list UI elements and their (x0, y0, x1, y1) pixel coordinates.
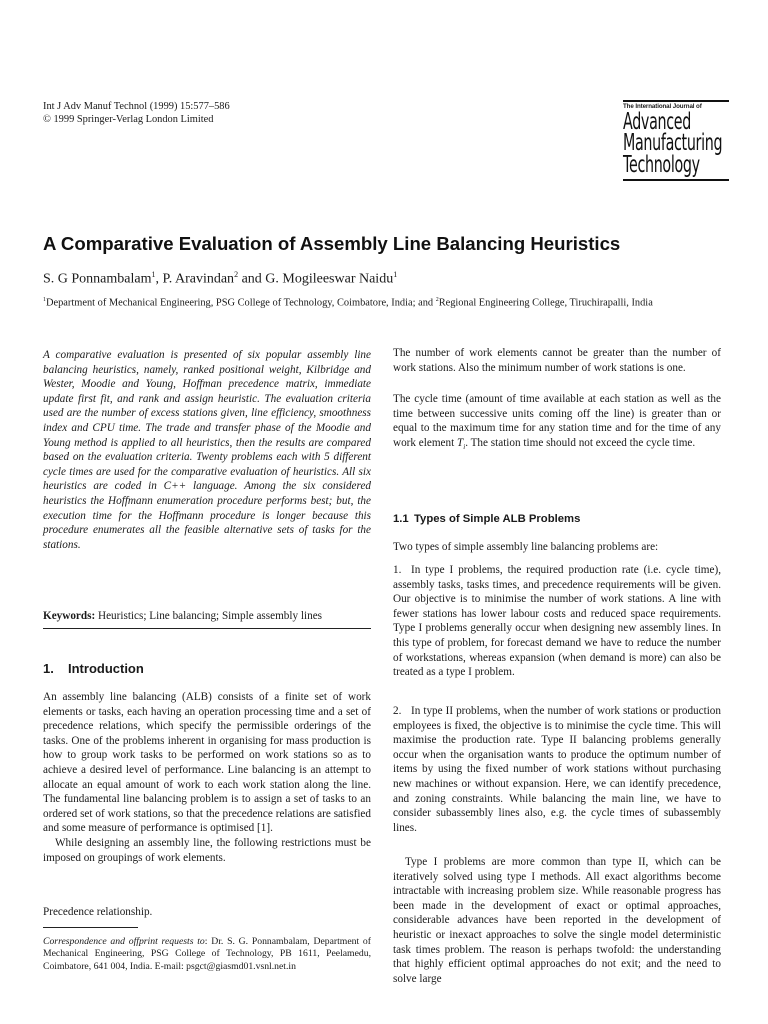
journal-logo (623, 100, 733, 181)
affiliations (43, 294, 733, 309)
section-number: 1. (43, 661, 54, 676)
correspondence-footnote (43, 936, 371, 973)
list-item-text: In type I problems, the required production rate (i.e. cycle time), assembly tasks, tasks times, and precedence requirements will be given. Our objective is to minimise the number of work stations. A line with fewer stations has lower labour costs and reduced space requirements. Type I problems generally occur when designing new assembly lines. In this type of problem, for forecast demand we have to reduce the number of workstations, whereas expansion (when demand is more) can also be treated as a type I problem. (393, 564, 721, 679)
variable-subscript: i (463, 443, 466, 452)
author-separator: and (238, 271, 266, 287)
logo-top-rule (623, 100, 729, 102)
list-number: 2. (393, 705, 402, 717)
paragraph: An assembly line balancing (ALB) consists of a finite set of work elements or tasks, each having an operation processing time and a set of precedence relations, which specify the permissible orderings of the tasks. One of the problems inherent in organising for mass production is how to group work tasks to be performed on work stations so as to achieve a desired level of performance. Line balancing is an attempt to allocate an equal amount of work to each work station along the line. The fundamental line balancing problem is to assign a set of tasks to an ordered set of work stations, so that the precedence relations are satisfied and some measure of performance is optimised [1]. (43, 691, 371, 835)
logo-bottom-rule (623, 179, 729, 181)
list-number: 1. (393, 564, 402, 576)
keywords-text: Heuristics; Line balancing; Simple assembly lines (95, 610, 323, 622)
subsection-number: 1.1 (393, 513, 409, 525)
author-affil-mark: 1 (393, 270, 398, 279)
affiliation-text: Department of Mechanical Engineering, PSG College of Technology, Coimbatore, India; and (46, 297, 436, 309)
section-title: Introduction (68, 661, 144, 676)
list-item-text: In type II problems, when the number of work stations or production employees is fixed, the objective is to minimise the cycle time. This will maximise the production rate. Type II balancing problems generally occur when the organisation wants to produce the optimum number of items by using the fixed number of work stations without purchasing new machines or without expansion. Here, we can identify precedence, and zoning constraints. While balancing the main line, we have to consider subassembly lines also, e.g. the cycle times of subassembly lines. (393, 705, 721, 834)
subsection-title: Types of Simple ALB Problems (414, 513, 581, 525)
paragraph: Type I problems are more common than type II, which can be iteratively solved using type I methods. All exact algorithms become intractable with increasing problem size. While reasonable progress has been made in the development of exact or optimal approaches, considerable advances have been reported in the development of heuristic or inexact approaches to solve the single model deterministic task times problem. The reason is perhaps twofold: the understanding that highly efficient optimal approaches do not exit; and the need to solve large (393, 856, 721, 985)
paragraph: While designing an assembly line, the following restrictions must be imposed on groupings of work elements. (43, 836, 371, 864)
paragraph: Precedence relationship. (43, 906, 153, 918)
affiliation-text: Regional Engineering College, Tiruchirapalli, India (438, 297, 653, 309)
footnote-divider (43, 927, 138, 928)
logo-line-manufacturing: Manufacturing (623, 130, 723, 156)
footnote-text: : Dr. S. G. Ponnambalam, Department of Mechanical Engineering, PSG College of Technology, PB 1611, Peelamedu, Coimbatore, 641 004, India. E-mail: psgct@giasmd01.vsnl.net.in (43, 936, 371, 972)
journal-reference (43, 101, 230, 126)
keywords-divider (43, 628, 371, 629)
list-item-type-1 (393, 563, 721, 680)
paragraph: Two types of simple assembly line balancing problems are: (393, 541, 659, 553)
paper-title: A Comparative Evaluation of Assembly Line Balancing Heuristics (43, 233, 621, 254)
list-item-type-2 (393, 704, 721, 835)
author-name: P. Aravindan (162, 271, 235, 287)
keywords-label: Keywords: (43, 610, 96, 622)
variable: T (457, 436, 464, 449)
paragraph-text: The cycle time (amount of time available at each station as well as the time between successive units coming off the line) is greater than or equal to the maximum time for any station time and for the time of any work element (393, 393, 721, 449)
author-separator: , (155, 271, 163, 287)
copyright-line: © 1999 Springer-Verlag London Limited (43, 113, 214, 125)
author-list (43, 270, 397, 288)
introduction-body (43, 690, 371, 865)
affil-mark: 2 (435, 297, 439, 303)
subsection-heading-types (393, 513, 580, 525)
abstract: A comparative evaluation is presented of six popular assembly line balancing heuristics, namely, ranked positional weight, Kilbridge and Wester, Moodie and Young, Hoffman precedence matrix, immediate update first fit, and rank and assign heuristic. The evaluation criteria used are the number of excess stations given, line efficiency, smoothness index and CPU time. The trade and transfer phase of the Moodie and Young method is applied to all heuristics, then the results are compared based on the evaluation criteria. Twenty problems each with 5 different cycle times are used for the comparative evaluation of heuristics. All six heuristics are coded in C++ language. Among the six considered heuristics the Hoffmann enumeration procedure performs best; but, the execution time for the Hoffmann procedure is longer because this procedure enumerates all the feasible alternative sets of tasks for the stations. (43, 349, 371, 551)
author-name: S. G Ponnambalam (43, 271, 152, 287)
footnote-label: Correspondence and offprint requests to (43, 936, 205, 947)
author-affil-mark: 1 (151, 270, 156, 279)
affil-mark: 1 (43, 297, 46, 303)
paragraph (393, 392, 721, 455)
keywords (43, 610, 371, 622)
logo-line-advanced: Advanced (623, 108, 691, 135)
author-name: G. Mogileeswar Naidu (265, 271, 394, 287)
section-heading-introduction (43, 661, 144, 676)
logo-line-technology: Technology (623, 151, 700, 178)
paragraph-text: . The station time should not exceed the cycle time. (465, 436, 696, 449)
paragraph: The number of work elements cannot be greater than the number of work stations. Also the minimum number of work stations is one. (393, 347, 721, 374)
journal-citation: Int J Adv Manuf Technol (1999) 15:577–586 (43, 101, 230, 112)
logo-subtitle: The International Journal of (623, 102, 702, 110)
author-affil-mark: 2 (234, 270, 239, 279)
